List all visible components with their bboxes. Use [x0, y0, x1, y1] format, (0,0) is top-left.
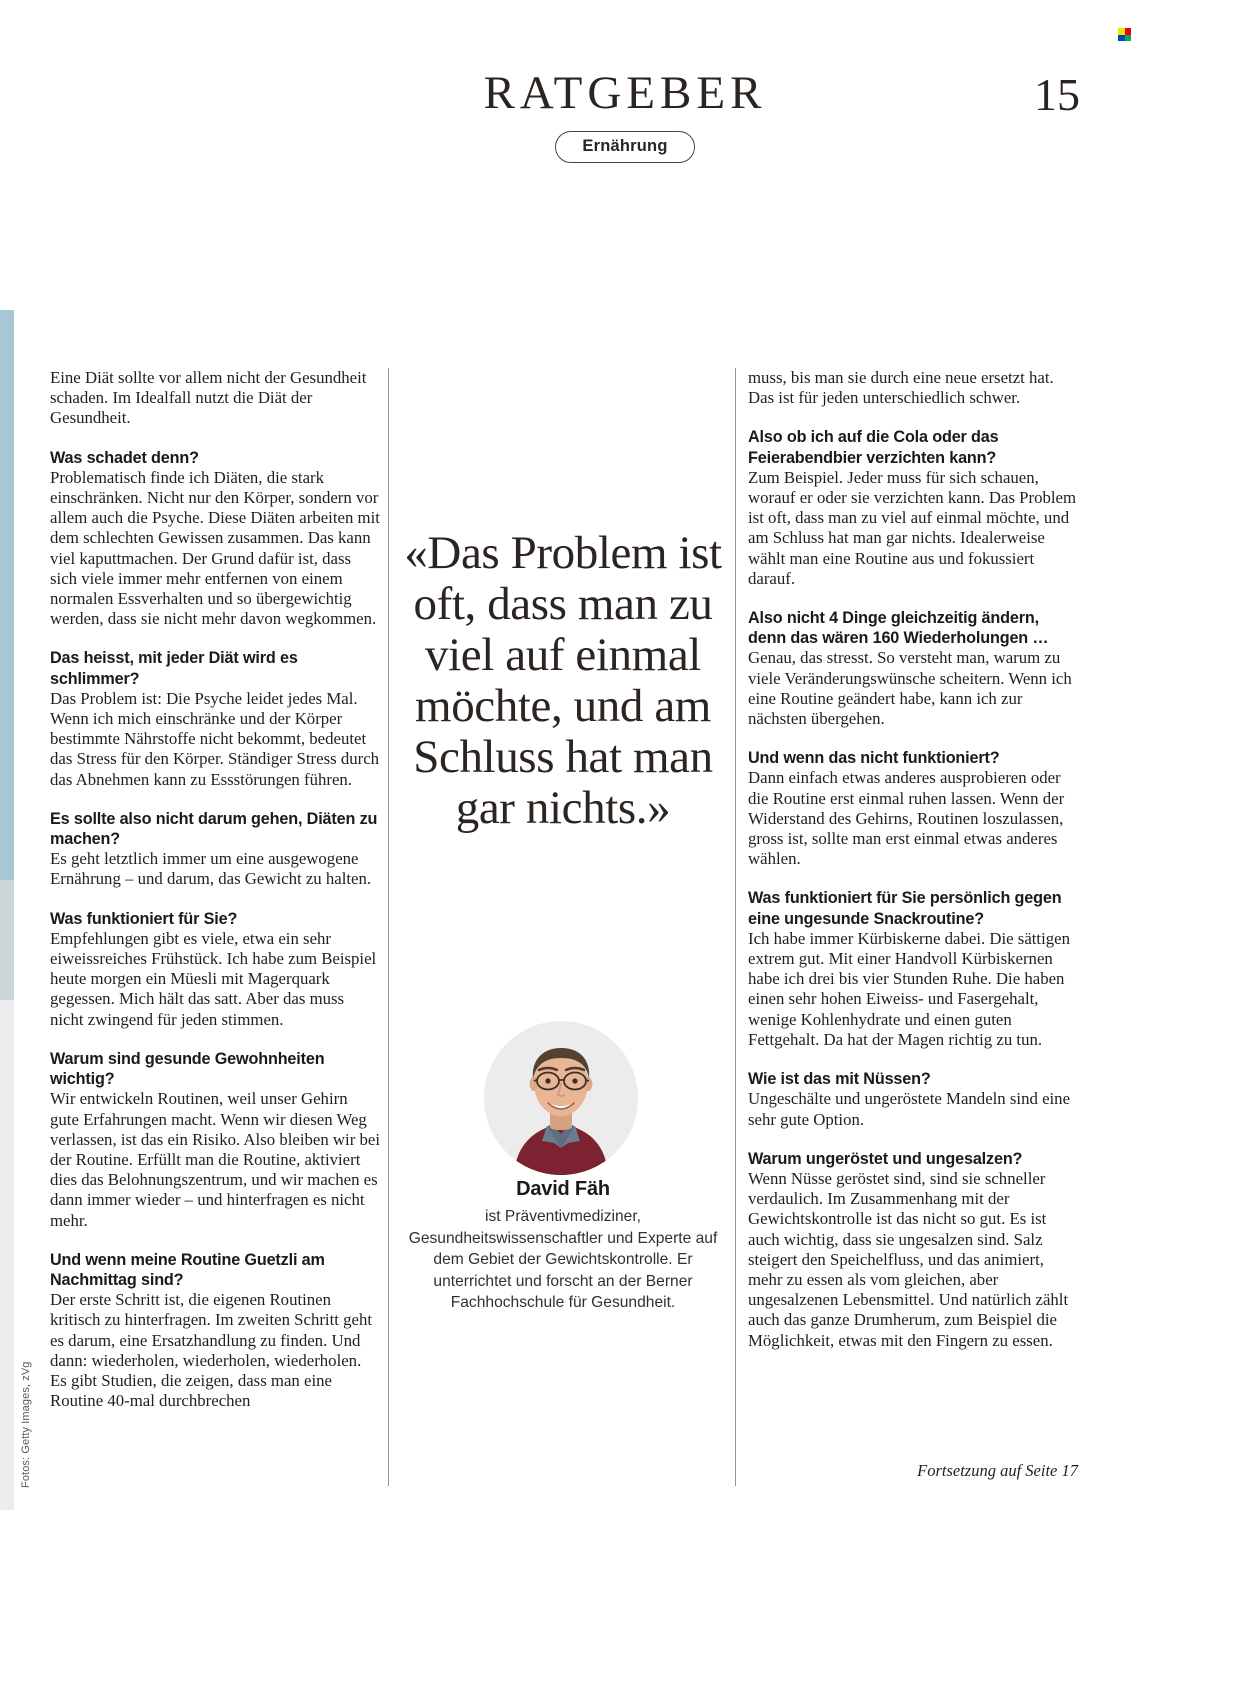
reg-swatch-green: [1125, 35, 1132, 42]
article-question: Warum sind gesunde Gewohnheiten wichtig?: [50, 1049, 325, 1089]
article-paragraph: Wenn Nüsse geröstet sind, sind sie schneller verdaulich. Im Zusammenhang mit der Gewichtskontrolle ist das nicht so gut. Es ist auch wichtig, dass sie ungesalzen sind. Salz steigert den Speichelfluss, und das animiert, mehr zu essen als vom gleichen, aber ungesalzenen Lebensmittel. Und natürlich zählt auch das ganze Drumherum, zum Beispiel die Möglichkeit, etwas mit den Fingern zu essen.: [748, 1168, 1069, 1350]
page-edge-bleed: [0, 310, 14, 1500]
article-paragraph: Problematisch finde ich Diäten, die stark einschränken. Nicht nur den Körper, sondern vor allem auch die Psyche. Diese Diäten arbeiten mit dem schlechten Gewissen zusammen. Das kann viel kaputtmachen. Der Grund dafür ist, dass sich viele immer mehr entfernen von einem normalen Essverhalten und so übergewichtig werden, dass sie nicht mehr davon wegkommen.: [50, 467, 380, 629]
edge-bleed-light: [0, 1000, 14, 1510]
article-column-left: [50, 368, 380, 1411]
article-paragraph: Empfehlungen gibt es viele, etwa ein sehr eiweissreiches Frühstück. Ich habe zum Beispiel heute morgen ein Müesli mit Magerquark gegessen. Mich hält das satt. Aber das muss nicht zwingend für jeden stimmen.: [50, 928, 377, 1029]
column-divider-left: [388, 368, 389, 1486]
article-question: Das heisst, mit jeder Diät wird es schlimmer?: [50, 649, 298, 688]
article-question: Es sollte also nicht darum gehen, Diäten zu machen?: [50, 809, 378, 849]
article-paragraph: Wir entwickeln Routinen, weil unser Gehirn gute Erfahrungen macht. Wenn wir diesen Weg verlassen, ist das ein Risiko. Also bleiben wir bei der Routine. Erfüllt man die Routine, aktiviert dies das Belohnungszentrum, und wir machen es dann immer wieder – und hinterfragen es nicht mehr.: [50, 1089, 380, 1230]
author-bio: ist Präventivmediziner, Gesundheitswissenschaftler und Experte auf dem Gebiet der Gewichtskontrolle. Er unterrichtet und forscht an der Berner Fachhochschule für Gesundheit.: [408, 1208, 718, 1311]
column-divider-right: [735, 368, 736, 1486]
article-column-right: [748, 368, 1078, 1351]
article-question: Also nicht 4 Dinge gleichzeitig ändern, denn das wären 160 Wiederholungen …: [748, 609, 1049, 648]
author-name: David Fäh: [516, 1178, 610, 1200]
section-badge: Ernährung: [555, 131, 694, 163]
article-question: Und wenn meine Routine Guetzli am Nachmittag sind?: [50, 1250, 325, 1289]
edge-bleed-grey: [0, 880, 14, 1000]
article-question: Warum ungeröstet und ungesalzen?: [748, 1149, 1023, 1168]
page-number: 15: [1034, 69, 1080, 120]
article-paragraph: Eine Diät sollte vor allem nicht der Gesundheit schaden. Im Idealfall nutzt die Diät der Gesundheit.: [50, 368, 367, 428]
article-paragraph: Es geht letztlich immer um eine ausgewogene Ernährung – und darum, das Gewicht zu halten.: [50, 849, 372, 889]
article-question: Was funktioniert für Sie?: [50, 909, 238, 928]
author-byline: [404, 1178, 722, 1314]
continuation-note: Fortsetzung auf Seite 17: [917, 1461, 1078, 1480]
edge-bleed-blue: [0, 310, 14, 880]
registration-color-mark: [1118, 28, 1131, 41]
article-question: Und wenn das nicht funktioniert?: [748, 749, 1000, 768]
article-paragraph: Ich habe immer Kürbiskerne dabei. Die sättigen extrem gut. Mit einer Handvoll Kürbiskernen habe ich drei bis vier Stunden Ruhe. Die haben einen sehr hohen Eiweiss- und Fasergehalt, wenige Kohlenhydrate und einen guten Fettgehalt. Da hat der Magen richtig zu tun.: [748, 928, 1070, 1049]
article-paragraph: Ungeschälte und ungeröstete Mandeln sind eine sehr gute Option.: [748, 1089, 1071, 1129]
article-paragraph: Dann einfach etwas anderes ausprobieren oder die Routine erst einmal ruhen lassen. Wenn der Widerstand des Gehirns, Routinen loszulassen, gross ist, sollte man erst einmal etwas anderes wählen.: [748, 768, 1065, 869]
article-paragraph: Der erste Schritt ist, die eigenen Routinen kritisch zu hinterfragen. Im zweiten Schritt geht es darum, eine Ersatzhandlung zu finden. Und dann: wiederholen, wiederholen, wiederholen. Es gibt Studien, die zeigen, dass man eine Routine 40-mal durchbrechen: [50, 1290, 372, 1411]
avatar: [484, 1021, 638, 1175]
pull-quote: «Das Problem ist oft, dass man zu viel auf einmal möchte, und am Schluss hat man gar nichts.»: [404, 527, 722, 834]
section-kicker: RATGEBER: [483, 67, 767, 119]
article-question: Also ob ich auf die Cola oder das Feierabendbier verzichten kann?: [748, 428, 999, 467]
article-question: Was funktioniert für Sie persönlich gegen eine ungesunde Snackroutine?: [748, 889, 1062, 928]
article-paragraph: Zum Beispiel. Jeder muss für sich schauen, worauf er oder sie verzichten kann. Das Problem ist oft, dass man zu viel auf einmal möchte, und am Schluss hat man gar nichts. Idealerweise wählt man eine Routine aus und fokussiert darauf.: [748, 467, 1077, 588]
author-portrait: [484, 1021, 638, 1175]
article-paragraph: Das Problem ist: Die Psyche leidet jedes Mal. Wenn ich mich einschränke und der Körper bestimmte Nährstoffe nicht bekommt, bedeutet das Stress für den Körper. Ständiger Stress durch das Abnehmen kann zu Essstörungen führen.: [50, 688, 380, 789]
article-question: Wie ist das mit Nüssen?: [748, 1070, 931, 1089]
photo-credit: Fotos: Getty Images, zVg: [20, 1361, 32, 1488]
article-paragraph: Genau, das stresst. So versteht man, warum zu viele Veränderungswünsche scheitern. Wenn ich eine Routine geändert habe, kann ich zur nächsten übergehen.: [748, 648, 1072, 729]
article-question: Was schadet denn?: [50, 448, 199, 467]
article-paragraph: muss, bis man sie durch eine neue ersetzt hat. Das ist für jeden unterschiedlich schwer.: [748, 368, 1054, 408]
